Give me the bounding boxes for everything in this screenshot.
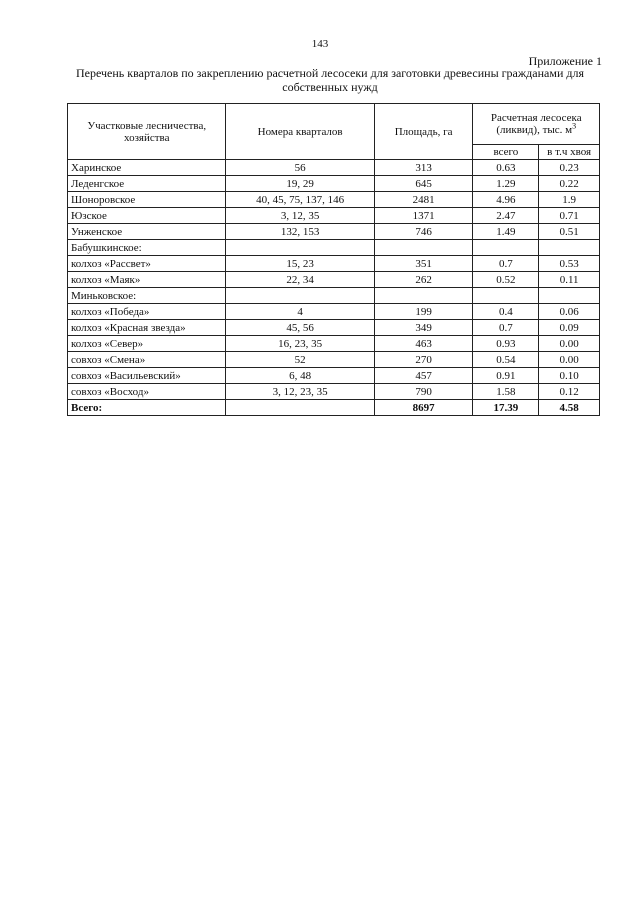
table-row — [68, 352, 600, 368]
cell-area: 746 — [374, 224, 473, 240]
cell-total: 1.58 — [473, 384, 539, 400]
cell-name: Унженское — [68, 224, 226, 240]
cell-conifer: 0.09 — [539, 320, 600, 336]
allotment-table — [67, 103, 600, 416]
cell-total: 0.91 — [473, 368, 539, 384]
cell-total — [473, 240, 539, 256]
table-row — [68, 192, 600, 208]
total-cell-total: 17.39 — [473, 400, 539, 416]
cell-area — [374, 240, 473, 256]
cell-conifer: 0.11 — [539, 272, 600, 288]
cell-total — [473, 288, 539, 304]
table-row — [68, 336, 600, 352]
table-row — [68, 240, 600, 256]
cell-area: 313 — [374, 160, 473, 176]
cell-quarters: 132, 153 — [226, 224, 374, 240]
cell-total: 0.7 — [473, 320, 539, 336]
cell-name: Миньковское: — [68, 288, 226, 304]
cell-area: 463 — [374, 336, 473, 352]
table-row — [68, 256, 600, 272]
cell-conifer: 0.12 — [539, 384, 600, 400]
table-row — [68, 304, 600, 320]
totals-row — [68, 400, 600, 416]
cell-area: 270 — [374, 352, 473, 368]
cell-quarters: 3, 12, 35 — [226, 208, 374, 224]
cell-area: 1371 — [374, 208, 473, 224]
cell-name: совхоз «Смена» — [68, 352, 226, 368]
cell-name: совхоз «Восход» — [68, 384, 226, 400]
cell-total: 0.52 — [473, 272, 539, 288]
table-row — [68, 368, 600, 384]
cell-conifer: 0.00 — [539, 336, 600, 352]
cell-total: 0.63 — [473, 160, 539, 176]
cell-conifer: 1.9 — [539, 192, 600, 208]
table-row — [68, 224, 600, 240]
cell-name: Леденгское — [68, 176, 226, 192]
cell-area: 2481 — [374, 192, 473, 208]
cell-name: колхоз «Север» — [68, 336, 226, 352]
cell-area — [374, 288, 473, 304]
header-district: Участковые лесничества, хозяйства — [68, 104, 226, 160]
cell-quarters: 15, 23 — [226, 256, 374, 272]
cell-name: совхоз «Васильевский» — [68, 368, 226, 384]
cell-total: 1.29 — [473, 176, 539, 192]
total-cell-area: 8697 — [374, 400, 473, 416]
header-area: Площадь, га — [374, 104, 473, 160]
cell-conifer: 0.23 — [539, 160, 600, 176]
cell-name: колхоз «Маяк» — [68, 272, 226, 288]
cell-name: Юзское — [68, 208, 226, 224]
cell-name: колхоз «Победа» — [68, 304, 226, 320]
cell-total: 1.49 — [473, 224, 539, 240]
table-row — [68, 160, 600, 176]
table-row — [68, 320, 600, 336]
total-cell-conifer: 4.58 — [539, 400, 600, 416]
cell-quarters — [226, 288, 374, 304]
cell-total: 4.96 — [473, 192, 539, 208]
cell-total: 0.7 — [473, 256, 539, 272]
header-total: всего — [473, 145, 539, 160]
cell-area: 199 — [374, 304, 473, 320]
table-row — [68, 288, 600, 304]
cell-area: 790 — [374, 384, 473, 400]
cell-total: 0.54 — [473, 352, 539, 368]
cell-area: 262 — [374, 272, 473, 288]
cell-conifer: 0.22 — [539, 176, 600, 192]
cell-area: 645 — [374, 176, 473, 192]
cell-total: 2.47 — [473, 208, 539, 224]
cell-name: Харинское — [68, 160, 226, 176]
cell-area: 349 — [374, 320, 473, 336]
cell-quarters: 52 — [226, 352, 374, 368]
cell-conifer: 0.53 — [539, 256, 600, 272]
total-cell-name: Всего: — [68, 400, 226, 416]
cell-name: колхоз «Рассвет» — [68, 256, 226, 272]
cell-quarters: 19, 29 — [226, 176, 374, 192]
header-unit-superscript: 3 — [572, 121, 577, 131]
header-allowable-cut-text: Расчетная лесосека (ликвид), тыс. м — [490, 112, 582, 136]
cell-conifer: 0.71 — [539, 208, 600, 224]
table-row — [68, 384, 600, 400]
cell-conifer — [539, 288, 600, 304]
table-row — [68, 208, 600, 224]
cell-quarters: 40, 45, 75, 137, 146 — [226, 192, 374, 208]
cell-quarters: 56 — [226, 160, 374, 176]
cell-name: Бабушкинское: — [68, 240, 226, 256]
cell-name: колхоз «Красная звезда» — [68, 320, 226, 336]
table-row — [68, 272, 600, 288]
cell-quarters: 4 — [226, 304, 374, 320]
table-body — [68, 160, 600, 416]
table-row — [68, 176, 600, 192]
cell-area: 351 — [374, 256, 473, 272]
appendix-label: Приложение 1 — [528, 54, 602, 68]
cell-total: 0.4 — [473, 304, 539, 320]
page-number: 143 — [311, 38, 329, 50]
cell-quarters: 6, 48 — [226, 368, 374, 384]
header-conifer: в т.ч хвоя — [539, 145, 600, 160]
header-quarters: Номера кварталов — [226, 104, 374, 160]
cell-quarters: 22, 34 — [226, 272, 374, 288]
header-allowable-cut — [473, 104, 600, 145]
document-title: Перечень кварталов по закреплению расчетной лесосеки для заготовки древесины гражданами для собственных нужд — [76, 66, 584, 94]
cell-quarters: 45, 56 — [226, 320, 374, 336]
cell-conifer: 0.06 — [539, 304, 600, 320]
cell-total: 0.93 — [473, 336, 539, 352]
cell-conifer: 0.00 — [539, 352, 600, 368]
cell-conifer: 0.51 — [539, 224, 600, 240]
cell-area: 457 — [374, 368, 473, 384]
total-cell-quarters — [226, 400, 374, 416]
cell-conifer: 0.10 — [539, 368, 600, 384]
cell-conifer — [539, 240, 600, 256]
cell-quarters: 16, 23, 35 — [226, 336, 374, 352]
cell-name: Шоноровское — [68, 192, 226, 208]
cell-quarters — [226, 240, 374, 256]
cell-quarters: 3, 12, 23, 35 — [226, 384, 374, 400]
